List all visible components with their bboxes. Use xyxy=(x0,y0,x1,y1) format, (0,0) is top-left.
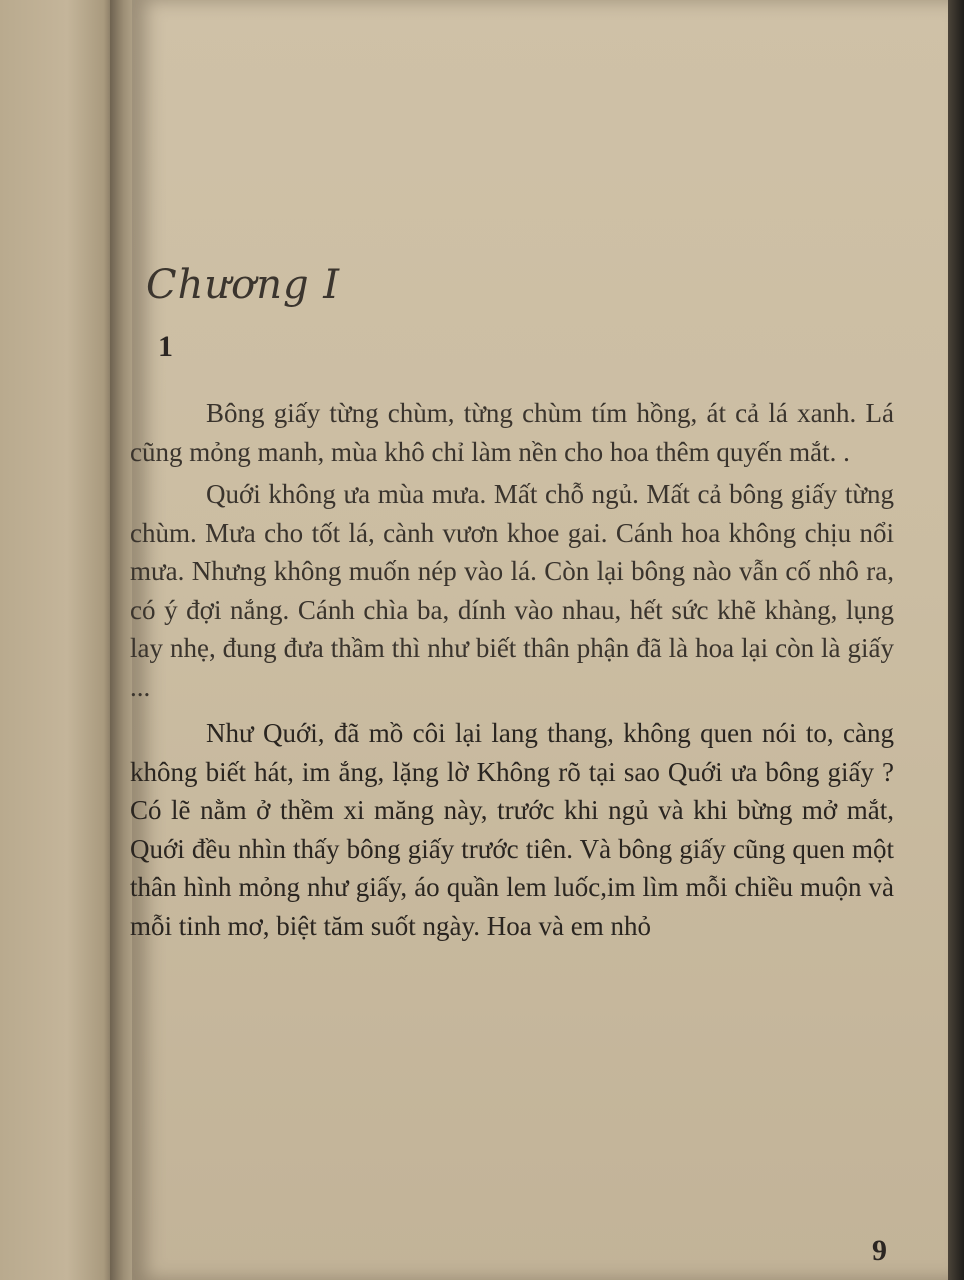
page-edge xyxy=(948,0,964,1280)
paragraph: Bông giấy từng chùm, từng chùm tím hồng, át cả lá xanh. Lá cũng mỏng manh, mùa khô chỉ làm nền cho hoa thêm quyến mắt. . xyxy=(130,398,894,467)
page-number: 9 xyxy=(872,1234,887,1267)
chapter-title: Chương I xyxy=(146,262,341,308)
paragraph: Như Quới, đã mồ côi lại lang thang, không quen nói to, càng không biết hát, im ắng, lặng lờ Không rõ tại sao Quới ưa bông giấy ? Có lẽ nằm ở thềm xi măng này, trước khi ngủ và khi bừng mở mắt, Quới đều nhìn thấy bông giấy trước tiên. Và bông giấy cũng quen một thân hình mỏng như giấy, áo quần lem luốc,im lìm mỗi chiều muộn và mỗi tinh mơ, biệt tăm suốt ngày. Hoa và em nhỏ xyxy=(130,718,894,941)
body-text xyxy=(130,394,894,945)
paragraph: Quới không ưa mùa mưa. Mất chỗ ngủ. Mất cả bông giấy từng chùm. Mưa cho tốt lá, cành vươn khoe gai. Cánh hoa không chịu nổi mưa. Nhưng không muốn nép vào lá. Còn lại bông nào vẫn cố nhô ra, có ý đợi nắng. Cánh chìa ba, dính vào nhau, hết sức khẽ khàng, lụng lay nhẹ, đung đưa thầm thì như biết thân phận đã là hoa lại còn là giấy ... xyxy=(130,479,894,702)
left-page xyxy=(0,0,122,1280)
section-number: 1 xyxy=(158,330,173,363)
